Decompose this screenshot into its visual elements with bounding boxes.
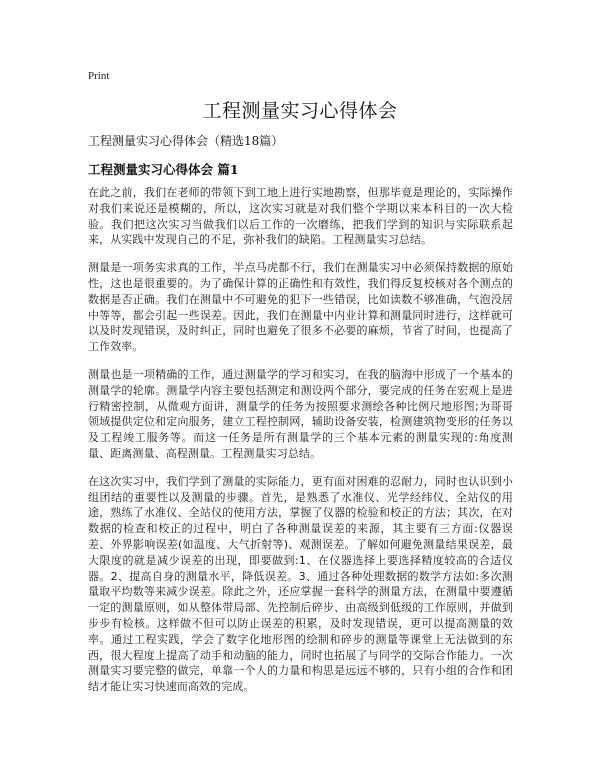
section-heading: 工程测量实习心得体会 篇1 [88,162,239,177]
body-paragraph-2: 测量是一项务实求真的工作，半点马虎都不行，我们在测量实习中必须保持数据的原始性，这也是很重要的。为了确保计算的正确性和有效性，我们得反复校核对各个测点的数据是否正确。我们在测量中不可避免的犯下一些错误，比如读数不够准确，气泡没居中等等，都会引起一些误差。因此，我们在测量中内业计算和测量同时进行，这样就可以及时发现错误，及时纠正，同时也避免了很多不必要的麻烦，节省了时间，也提高了工作效率。 [88,261,513,354]
body-paragraph-1: 在此之前，我们在老师的带领下到工地上进行实地勘察，但那毕竟是理论的，实际操作对我们来说还是模糊的，所以，这次实习就是对我们整个学期以来本科目的一次大检验。我们把这次实习当做我们以后工作的一次磨练，把我们学到的知识与实际联系起来，从实践中发现自己的不足，弥补我们的缺陷。工程测量实习总结。 [88,186,513,247]
document-subtitle: 工程测量实习心得体会（精选18篇） [88,134,284,148]
print-label: Print [88,70,110,82]
body-paragraph-4: 在这次实习中，我们学到了测量的实际能力，更有面对困难的忍耐力，同时也认识到小组团结的重要性以及测量的步骤。首先，是熟悉了水准仪、光学经纬仪、全站仪的用途，熟练了水准仪、全站仪的使用方法，掌握了仪器的检验和校正的方法；其次，在对数据的检查和校正的过程中，明白了各种测量误差的来源，其主要有三方面:仪器误差、外界影响误差(如温度、大气折射等)、观测误差。了解如何避免测量结果误差，最大限度的就是减少误差的出现，即要做到:1、在仪器选择上要选择精度较高的合适仪器。2、提高自身的测量水平，降低误差。3、通过各种处理数据的数学方法如:多次测量取平均数等来减少误差。除此之外，还应掌握一套科学的测量方法，在测量中要遵循一定的测量原则，如从整体带局部、先控制后碎步、由高级到低级的工作原则，并做到步步有检核。这样做不但可以防止误差的积累，及时发现错误，更可以提高测量的效率。通过工程实践，学会了数字化地形图的绘制和碎步的测量等课堂上无法做到的东西，很大程度上提高了动手和动脑的能力，同时也拓展了与同学的交际合作能力。一次测量实习要完整的做完，单靠一个人的力量和构思是远远不够的，只有小组的合作和团结才能让实习快速而高效的完成。 [88,474,513,694]
body-paragraph-3: 测量也是一项精确的工作，通过测量学的学习和实习，在我的脑海中形成了一个基本的测量学的轮廓。测量学内容主要包括测定和测设两个部分，要完成的任务在宏观上是进行精密控制，从微观方面讲，测量学的任务为按照要求测绘各种比例尺地形图;为哥哥领域提供定位和定向服务，建立工程控制网，辅助设备安装，检测建筑物变形的任务以及工程竣工服务等。而这一任务是所有测量学的三个基本元素的测量实现的:角度测量、距离测量、高程测量。工程测量实习总结。 [88,367,513,460]
document-title: 工程测量实习心得体会 [202,100,398,122]
document-body [88,185,513,707]
